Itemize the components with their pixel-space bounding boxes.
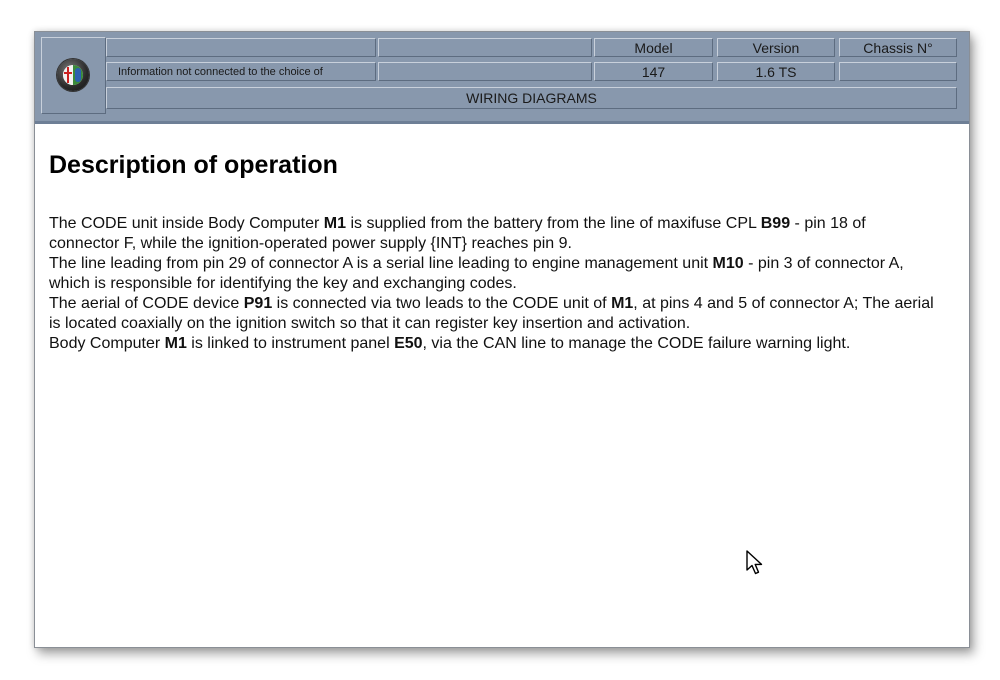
paragraph-2: The line leading from pin 29 of connector A is a serial line leading to engine management unit M10 - pin 3 of connector A, which is responsible for identifying the key and exchanging codes. [49, 255, 904, 292]
component-ref: P91 [243, 295, 273, 312]
chassis-value [839, 62, 957, 81]
header-blank-cell-1 [106, 38, 376, 57]
paragraph-3: The aerial of CODE device P91 is connected via two leads to the CODE unit of M1, at pins 4 and 5 of connector A; The aerial is located coaxially on the ignition switch so that it can register key insertion and activation. [49, 295, 934, 332]
component-ref: E50 [394, 335, 423, 352]
version-value: 1.6 TS [717, 62, 835, 81]
header-bar [35, 32, 969, 124]
component-ref: M10 [712, 255, 744, 272]
component-ref: M1 [611, 295, 634, 312]
content-area [49, 150, 939, 354]
section-title: WIRING DIAGRAMS [106, 87, 957, 109]
paragraph-4: Body Computer M1 is linked to instrument panel E50, via the CAN line to manage the CODE failure warning light. [49, 335, 851, 352]
page-title: Description of operation [49, 151, 338, 179]
paragraph-1: The CODE unit inside Body Computer M1 is supplied from the battery from the line of maxifuse CPL B99 - pin 18 of connector F, while the ignition-operated power supply {INT} reaches pin 9. [49, 215, 866, 252]
version-label: Version [717, 38, 835, 57]
description-text [49, 214, 939, 354]
header-blank-cell-3 [378, 62, 592, 81]
component-ref: M1 [164, 335, 187, 352]
model-value: 147 [594, 62, 713, 81]
document-window [34, 31, 970, 648]
alfa-romeo-logo-icon [57, 59, 89, 91]
chassis-label: Chassis N° [839, 38, 957, 57]
model-label: Model [594, 38, 713, 57]
component-ref: B99 [760, 215, 791, 232]
header-blank-cell-2 [378, 38, 592, 57]
logo-cell [41, 37, 106, 114]
mouse-pointer-icon [745, 550, 767, 578]
info-text: Information not connected to the choice of [106, 62, 376, 81]
component-ref: M1 [323, 215, 347, 232]
